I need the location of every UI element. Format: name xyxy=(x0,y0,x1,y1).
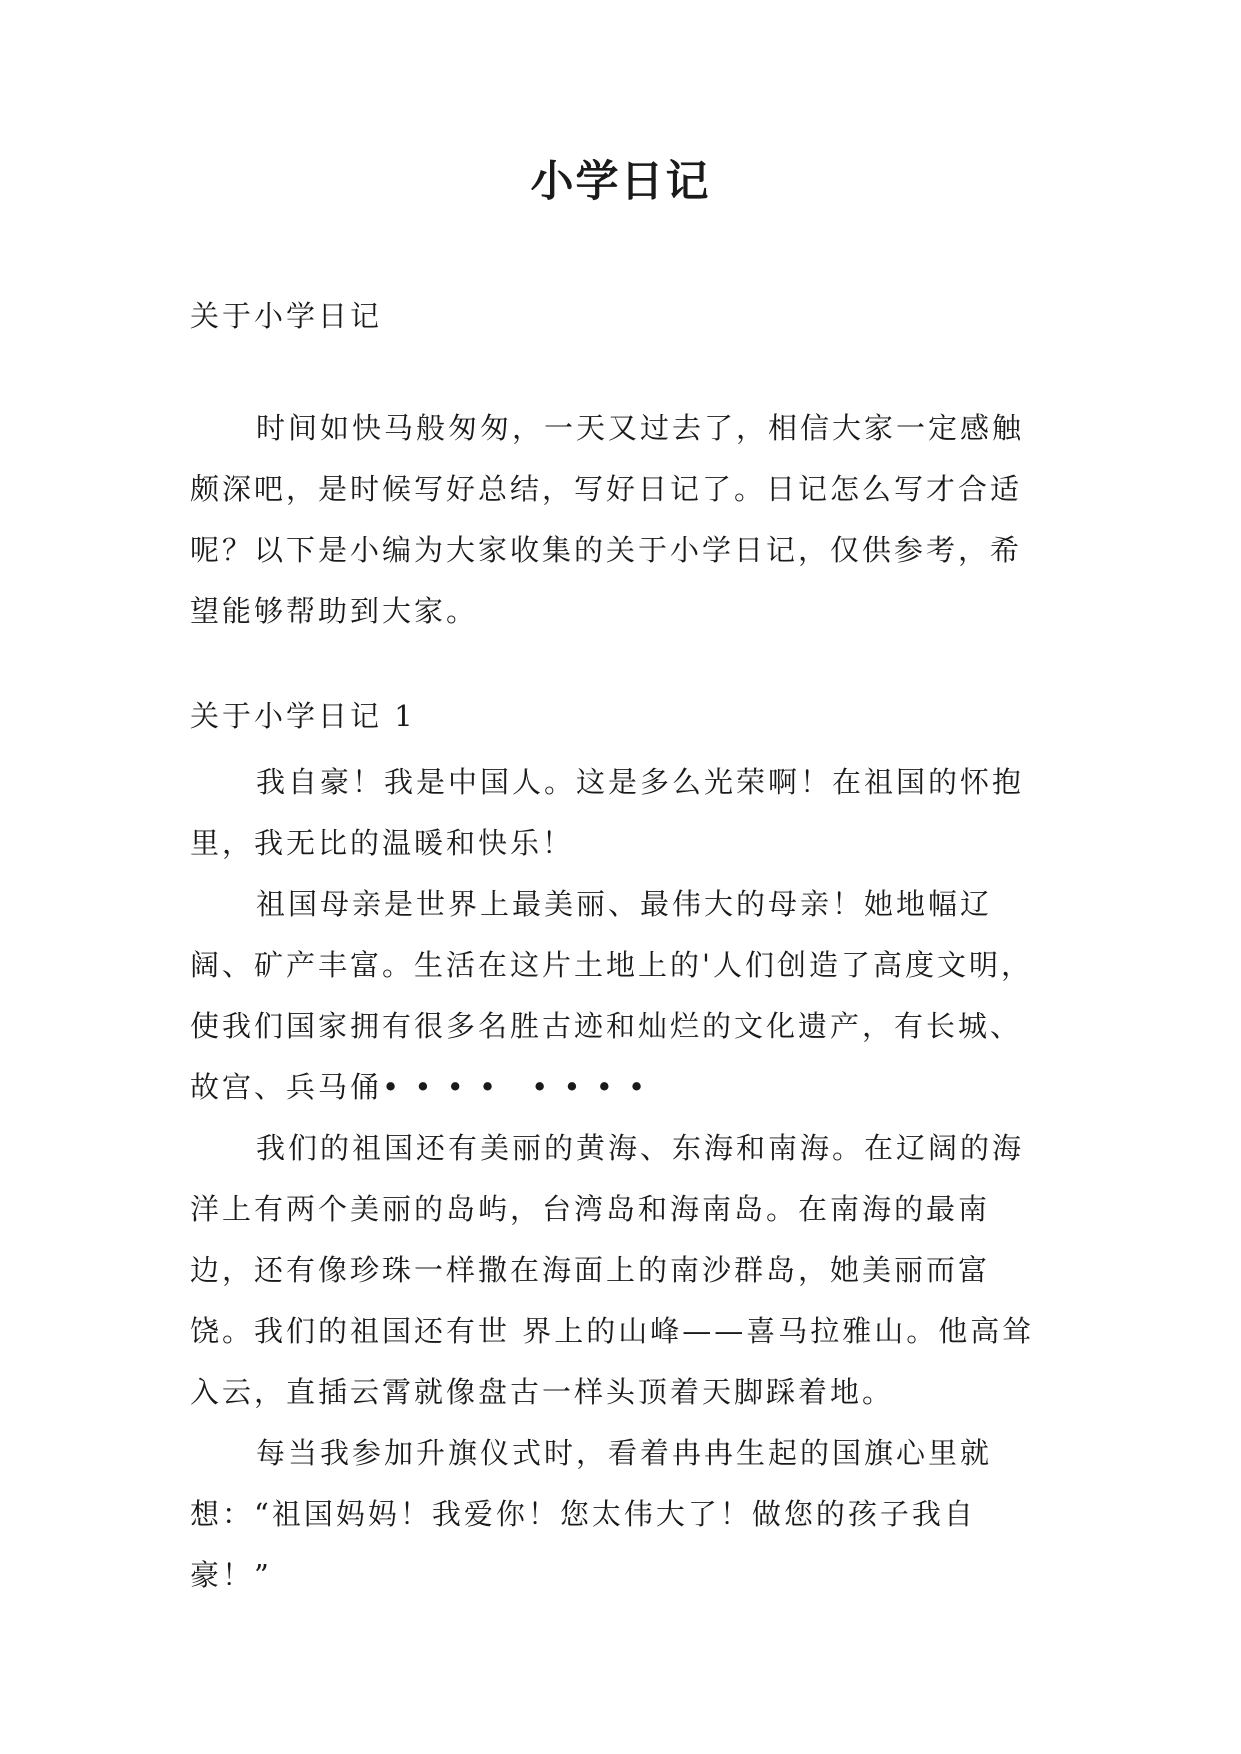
document-subtitle: 关于小学日记 xyxy=(190,299,383,333)
document-title: 小学日记 xyxy=(530,157,711,207)
body-paragraph: 每当我参加升旗仪式时，看着冉冉生起的国旗心里就想：“祖国妈妈！我爱你！您太伟大了！做您的孩子我自豪！” xyxy=(190,1436,993,1592)
diary-body xyxy=(190,752,1050,1606)
body-paragraph: 我自豪！我是中国人。这是多么光荣啊！在祖国的怀抱里，我无比的温暖和快乐！ xyxy=(190,765,1025,860)
body-paragraph: 祖国母亲是世界上最美丽、最伟大的母亲！她地幅辽阔、矿产丰富。生活在这片土地上的'人们创造了高度文明，使我们国家拥有很多名胜古迹和灿烂的文化遗产，有长城、故宫、兵马俑• • • • • • • • xyxy=(190,887,1033,1104)
section-heading: 关于小学日记 1 xyxy=(190,699,416,733)
intro-paragraph: 时间如快马般匆匆，一天又过去了，相信大家一定感触颇深吧，是时候写好总结，写好日记了。日记怎么写才合适呢？以下是小编为大家收集的关于小学日记，仅供参考，希望能够帮助到大家。 xyxy=(190,411,1025,628)
body-paragraph: 我们的祖国还有美丽的黄海、东海和南海。在辽阔的海洋上有两个美丽的岛屿，台湾岛和海南岛。在南海的最南边，还有像珍珠一样撒在海面上的南沙群岛，她美丽而富饶。我们的祖国还有世 界上的山峰——喜马拉雅山。他高耸入云，直插云霄就像盘古一样头顶着天脚踩着地。 xyxy=(190,1131,1035,1409)
